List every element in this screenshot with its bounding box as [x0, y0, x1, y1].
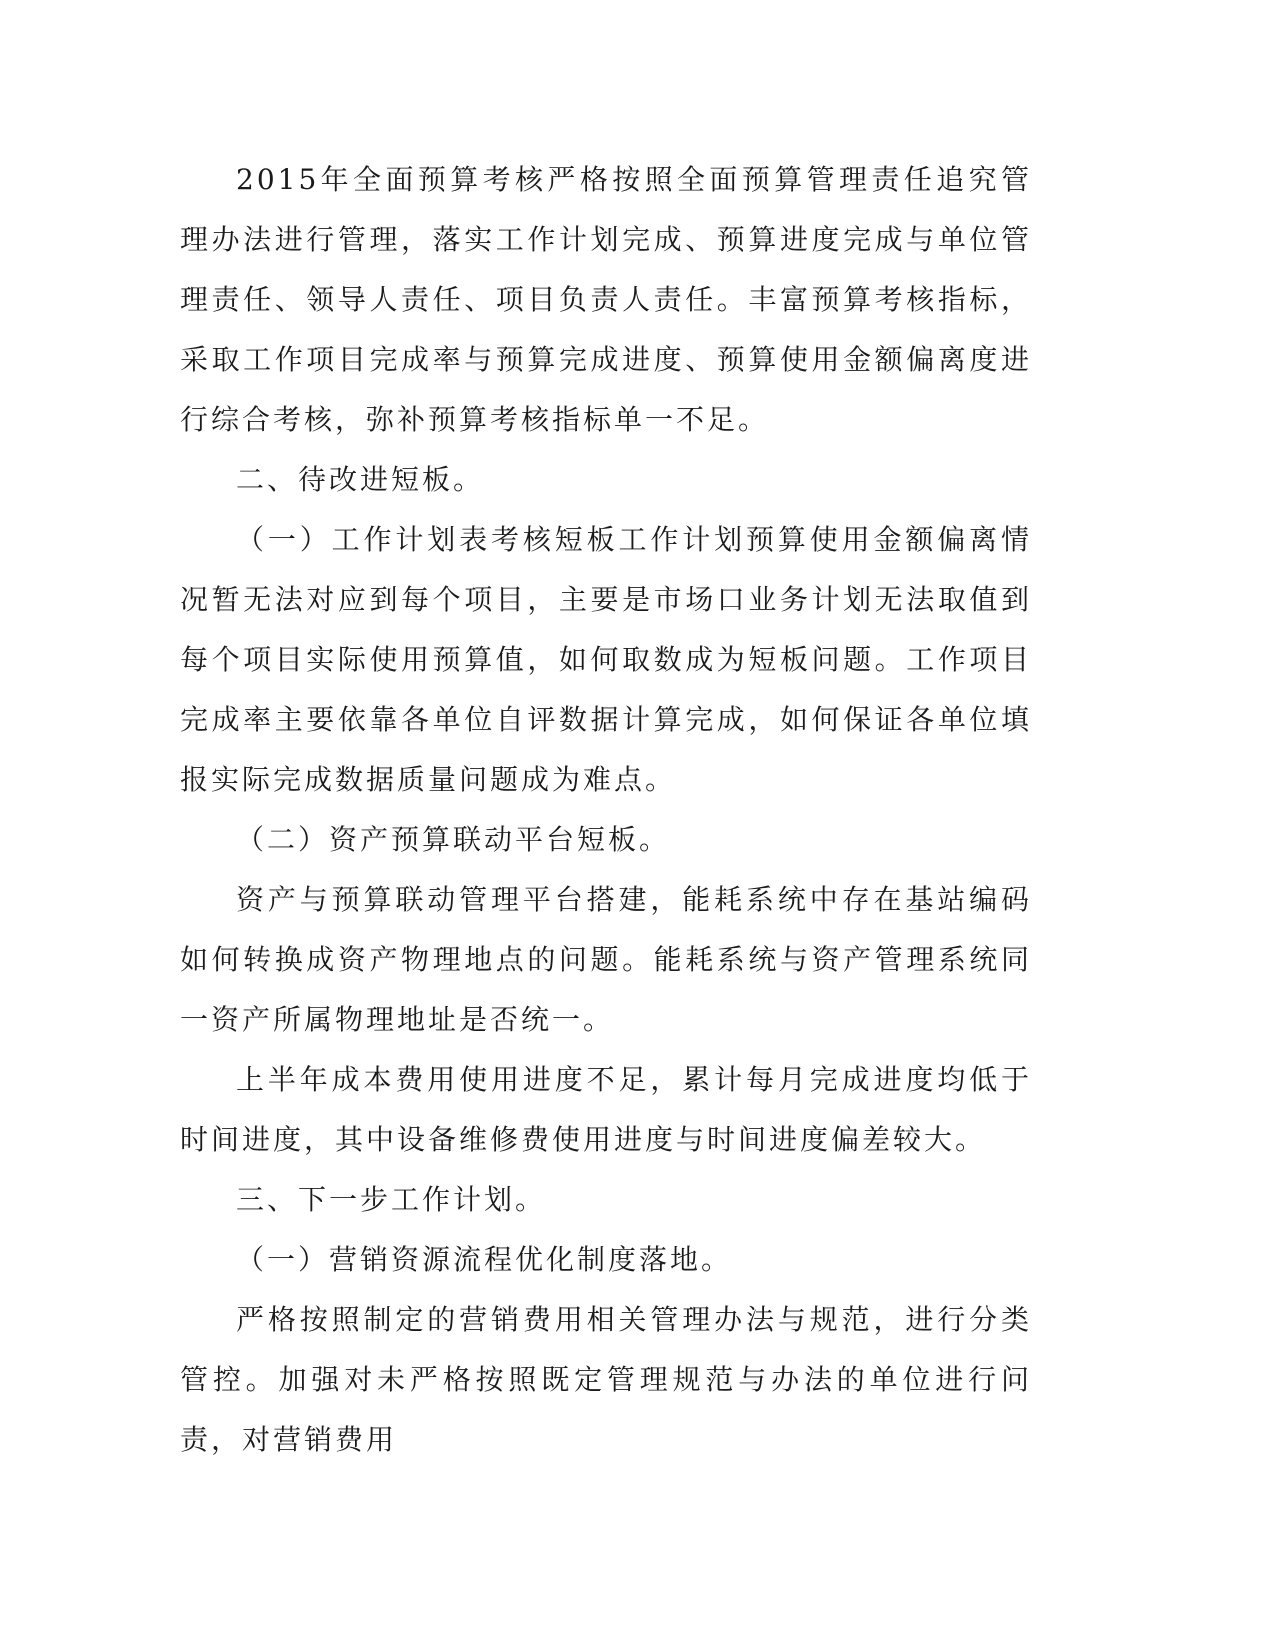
paragraph-work-plan-weakness: （一）工作计划表考核短板工作计划预算使用金额偏离情况暂无法对应到每个项目，主要是市场口业务计划无法取值到每个项目实际使用预算值，如何取数成为短板问题。工作项目完成率主要依靠各单位自评数据计算完成，如何保证各单位填报实际完成数据质量问题成为难点。	[180, 523, 1032, 796]
paragraph-budget-assessment: 2015年全面预算考核严格按照全面预算管理责任追究管理办法进行管理，落实工作计划完成、预算进度完成与单位管理责任、领导人责任、项目负责人责任。丰富预算考核指标，采取工作项目完成率与预算完成进度、预算使用金额偏离度进行综合考核，弥补预算考核指标单一不足。	[180, 163, 1032, 436]
paragraph-marketing-control: 严格按照制定的营销费用相关管理办法与规范，进行分类管控。加强对未严格按照既定管理规范与办法的单位进行问责，对营销费用	[180, 1303, 1032, 1456]
heading-next-steps: 三、下一步工作计划。	[236, 1183, 547, 1216]
heading-marketing-resources: （一）营销资源流程优化制度落地。	[236, 1243, 733, 1276]
document-body	[180, 150, 1032, 1470]
heading-improvement-weaknesses: 二、待改进短板。	[236, 463, 485, 496]
paragraph-cost-progress: 上半年成本费用使用进度不足，累计每月完成进度均低于时间进度，其中设备维修费使用进度与时间进度偏差较大。	[180, 1063, 1032, 1156]
heading-asset-budget-platform: （二）资产预算联动平台短板。	[236, 823, 671, 856]
paragraph-asset-platform: 资产与预算联动管理平台搭建，能耗系统中存在基站编码如何转换成资产物理地点的问题。能耗系统与资产管理系统同一资产所属物理地址是否统一。	[180, 883, 1032, 1036]
